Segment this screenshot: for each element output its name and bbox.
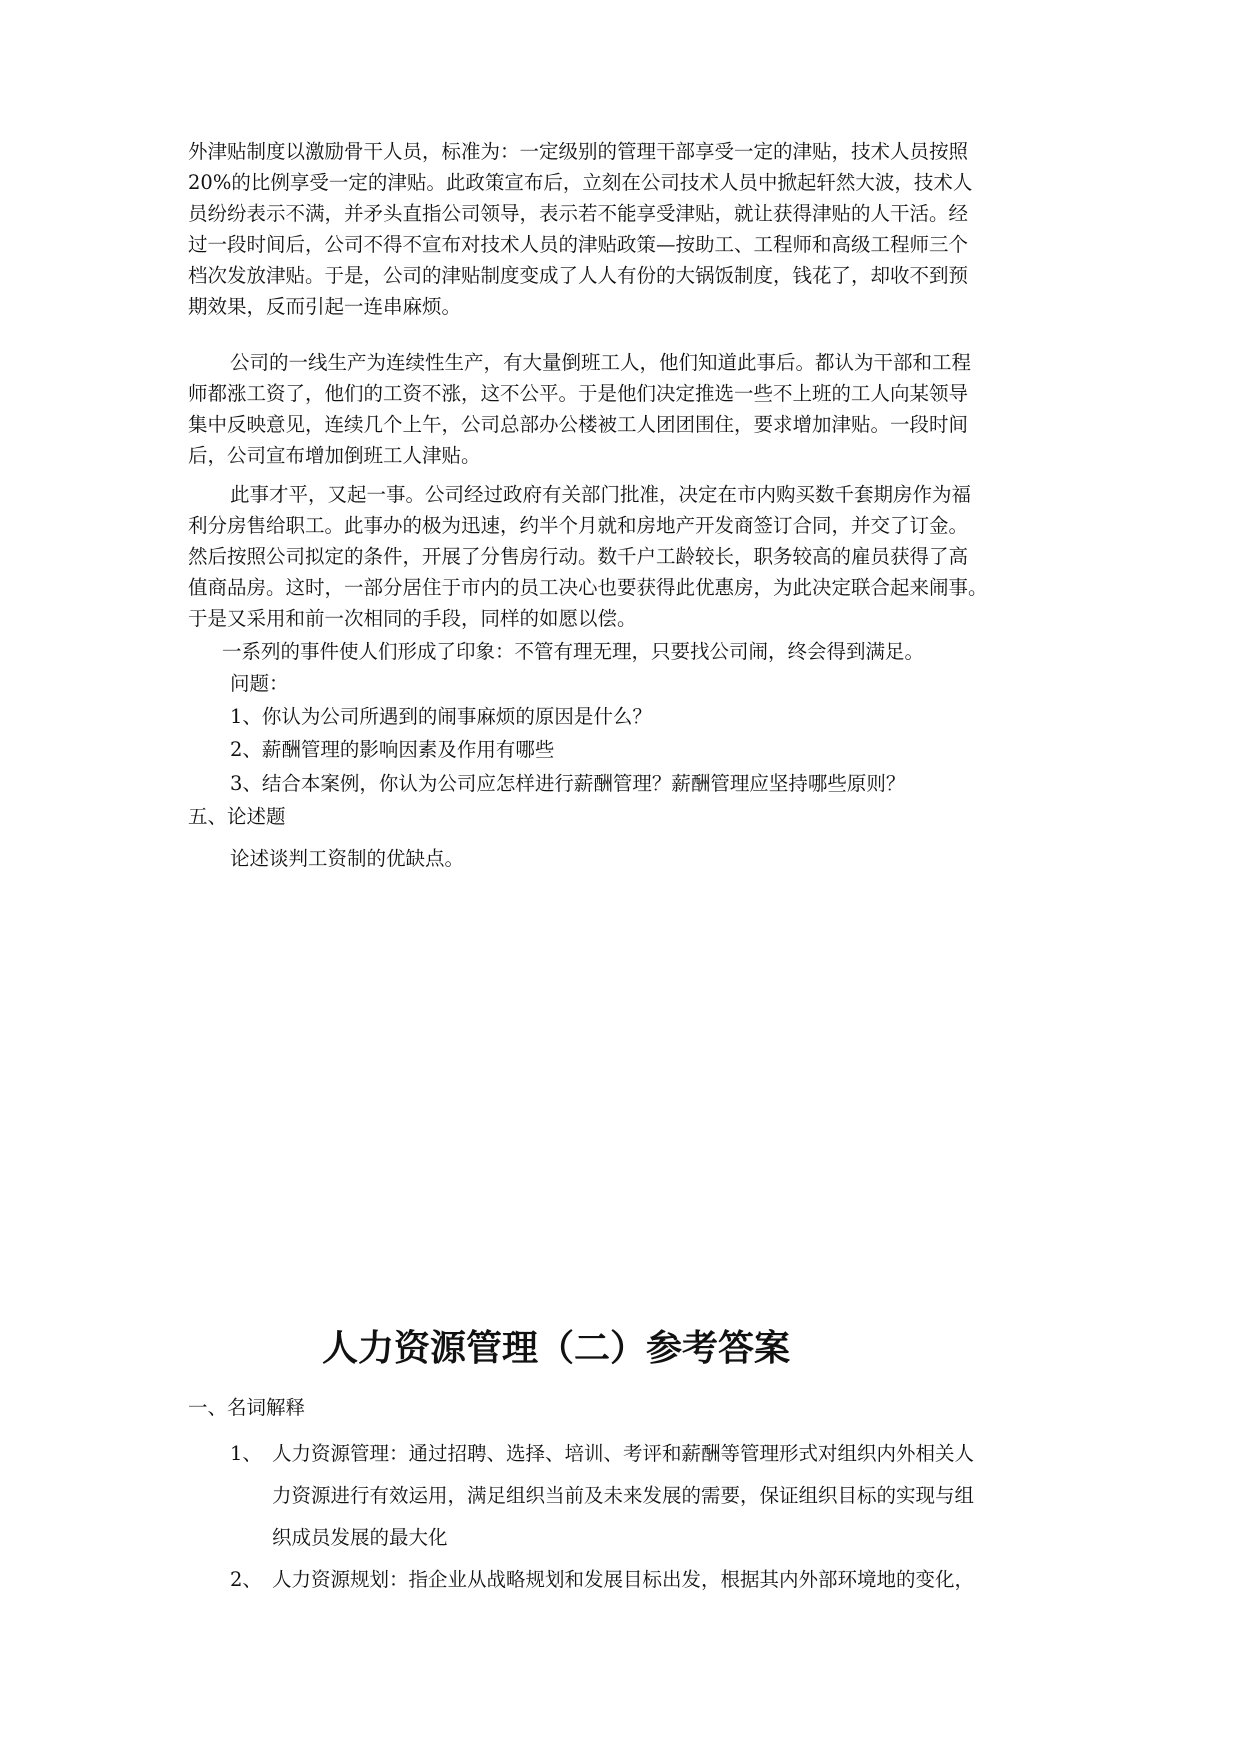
section-body: 论述谈判工资制的优缺点。 [230,847,465,870]
case-paragraph-4: 一系列的事件使人们形成了印象：不管有理无理，只要找公司闹，终会得到满足。 [222,640,925,663]
case-paragraph-2-line: 公司的一线生产为连续性生产，有大量倒班工人，他们知道此事后。都认为干部和工程 [230,351,972,374]
case-paragraph-1-line: 过一段时间后，公司不得不宣布对技术人员的津贴政策—按助工、工程师和高级工程师三个 [188,233,969,256]
case-paragraph-3-line: 然后按照公司拟定的条件，开展了分售房行动。数千户工龄较长，职务较高的雇员获得了高 [188,545,969,568]
section-heading: 五、论述题 [188,805,286,828]
questions-label: 问题： [230,672,289,695]
case-paragraph-1-line: 外津贴制度以激励骨干人员，标准为：一定级别的管理干部享受一定的津贴，技术人员按照 [188,140,969,163]
case-paragraph-1-line: 期效果，反而引起一连串麻烦。 [188,295,462,318]
case-paragraph-3-line: 于是又采用和前一次相同的手段，同样的如愿以偿。 [188,607,637,630]
section-heading: 一、名词解释 [188,1396,306,1419]
case-paragraph-3-line: 值商品房。这时，一部分居住于市内的员工决心也要获得此优惠房，为此决定联合起来闹事。 [188,576,988,599]
list-item-number: 1、 [230,1442,262,1465]
question-item: 1、你认为公司所遇到的闹事麻烦的原因是什么？ [230,705,652,728]
definition-line: 人力资源管理：通过招聘、选择、培训、考评和薪酬等管理形式对组织内外相关人 [272,1442,975,1465]
case-paragraph-1-line: 20%的比例享受一定的津贴。此政策宣布后，立刻在公司技术人员中掀起轩然大波，技术人 [188,171,973,194]
case-paragraph-2-line: 后，公司宣布增加倒班工人津贴。 [188,444,481,467]
case-paragraph-1-line: 员纷纷表示不满，并矛头直指公司领导，表示若不能享受津贴，就让获得津贴的人干活。经 [188,202,969,225]
question-item: 3、结合本案例，你认为公司应怎样进行薪酬管理？薪酬管理应坚持哪些原则？ [230,772,906,795]
list-item-number: 2、 [230,1568,262,1591]
answers-title: 人力资源管理（二）参考答案 [322,1328,791,1369]
definition-line: 织成员发展的最大化 [272,1526,448,1549]
question-item: 2、薪酬管理的影响因素及作用有哪些 [230,738,555,761]
case-paragraph-1-line: 档次发放津贴。于是，公司的津贴制度变成了人人有份的大锅饭制度，钱花了，却收不到预 [188,264,969,287]
case-paragraph-2-line: 师都涨工资了，他们的工资不涨，这不公平。于是他们决定推选一些不上班的工人向某领导 [188,382,969,405]
case-paragraph-3-line: 利分房售给职工。此事办的极为迅速，约半个月就和房地产开发商签订合同，并交了订金。 [188,514,969,537]
definition-line: 人力资源规划：指企业从战略规划和发展目标出发，根据其内外部环境地的变化， [272,1568,975,1591]
definition-line: 力资源进行有效运用，满足组织当前及未来发展的需要，保证组织目标的实现与组 [272,1484,975,1507]
case-paragraph-3-line: 此事才平，又起一事。公司经过政府有关部门批准，决定在市内购买数千套期房作为福 [230,483,972,506]
case-paragraph-2-line: 集中反映意见，连续几个上午，公司总部办公楼被工人团团围住，要求增加津贴。一段时间 [188,413,969,436]
